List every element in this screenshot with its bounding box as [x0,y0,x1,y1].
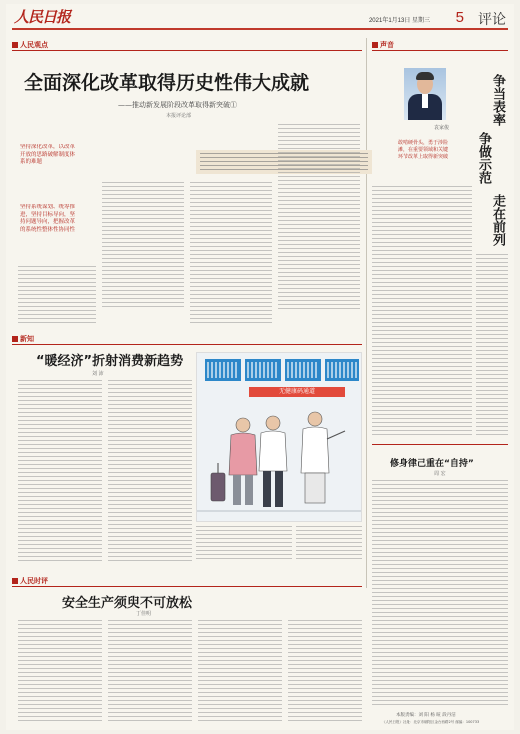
section-label: 声音 [380,41,394,49]
lead-pull-quote: 坚持深化改革，以改革开放的思路破解制度体系的难题 [20,144,76,165]
voice-title-line-2: 争做示范 [476,132,491,184]
travelers-drawing [197,353,362,522]
illustration-caption [196,526,292,562]
poem-text [296,526,362,562]
lead-body-col1 [18,266,96,326]
section-marker-icon [12,336,18,342]
section-rule [12,586,362,587]
section-marker-icon [372,42,378,48]
voice-body [372,186,472,436]
health-code-sign: 无健康码通道 [249,387,345,397]
section-tag-voice [372,40,394,50]
warm-economy-byline: 刘 沛 [92,371,104,377]
safety-body-col1 [18,620,102,724]
voice-pull-quote [398,140,452,170]
section-rule [372,50,508,51]
section-rule [372,444,508,445]
section-label: 人民观点 [20,41,48,49]
voice-body-narrow [476,254,508,436]
section-label: 新知 [20,335,34,343]
page-name: 评论 [478,12,506,28]
lead-headline: 全面深化改革取得历史性伟大成就 [24,72,310,94]
lead-body-col3 [190,182,272,310]
newspaper-page [6,4,514,730]
address-credit: 《人民日报》社址：北京市朝阳区金台西路2号 邮编：100733 [382,720,480,724]
airport-illustration [196,352,362,522]
page-number: 5 [455,9,464,26]
warm-body-col2 [108,380,192,562]
lead-body-col4 [278,124,360,310]
lead-body-col3b [190,310,272,326]
section-rule [12,344,362,345]
voice-title-line-3: 走在前列 [490,194,505,246]
warm-body-col1 [18,380,102,562]
editor-credit: 本版责编：刘 阳 杨 暄 段丹洁 [396,713,456,718]
column-divider [366,38,367,588]
self-discipline-body [372,480,508,706]
safety-headline: 安全生产须臾不可放松 [62,596,193,611]
self-discipline-byline: 周 宏 [434,471,446,477]
warm-economy-headline: “暖经济”折射消费新趋势 [36,354,184,369]
section-rule [12,50,362,51]
section-marker-icon [12,578,18,584]
safety-body-col3 [198,620,282,724]
section-tag-new-knowledge [12,334,34,344]
issue-date: 2021年1月13日 星期三 [368,18,430,24]
author-portrait [404,68,446,120]
author-name: 袁家俊 [434,125,450,131]
lead-byline: 本报评论部 [166,113,192,119]
newspaper-logo: 人民日报 [14,8,71,26]
masthead [12,6,508,30]
section-marker-icon [12,42,18,48]
safety-body-col4 [288,620,362,724]
portrait-shirt [422,94,428,108]
section-tag-people-commentary [12,576,48,586]
voice-title-line-1: 争当表率 [490,74,505,126]
voice-quote-text: 敢啃硬骨头，勇于涉险滩，在重要领域和关键环节改革上取得新突破 [398,140,449,160]
portrait-hair [416,72,434,80]
section-label: 人民时评 [20,577,48,585]
lead-subtitle: ——推动新发展阶段改革取得新突破① [118,101,237,109]
lead-body-col2 [102,182,184,310]
safety-body-col2 [108,620,192,724]
safety-byline: 丁佳明 [136,611,152,617]
side-pull-quote: 坚持系统谋划、统筹推进，坚持目标导向，坚持问题导向，把握改革的系统性整体性协同性 [20,204,76,233]
section-tag-people-view [12,40,48,50]
self-discipline-headline: 修身律己重在“自持” [390,459,474,469]
